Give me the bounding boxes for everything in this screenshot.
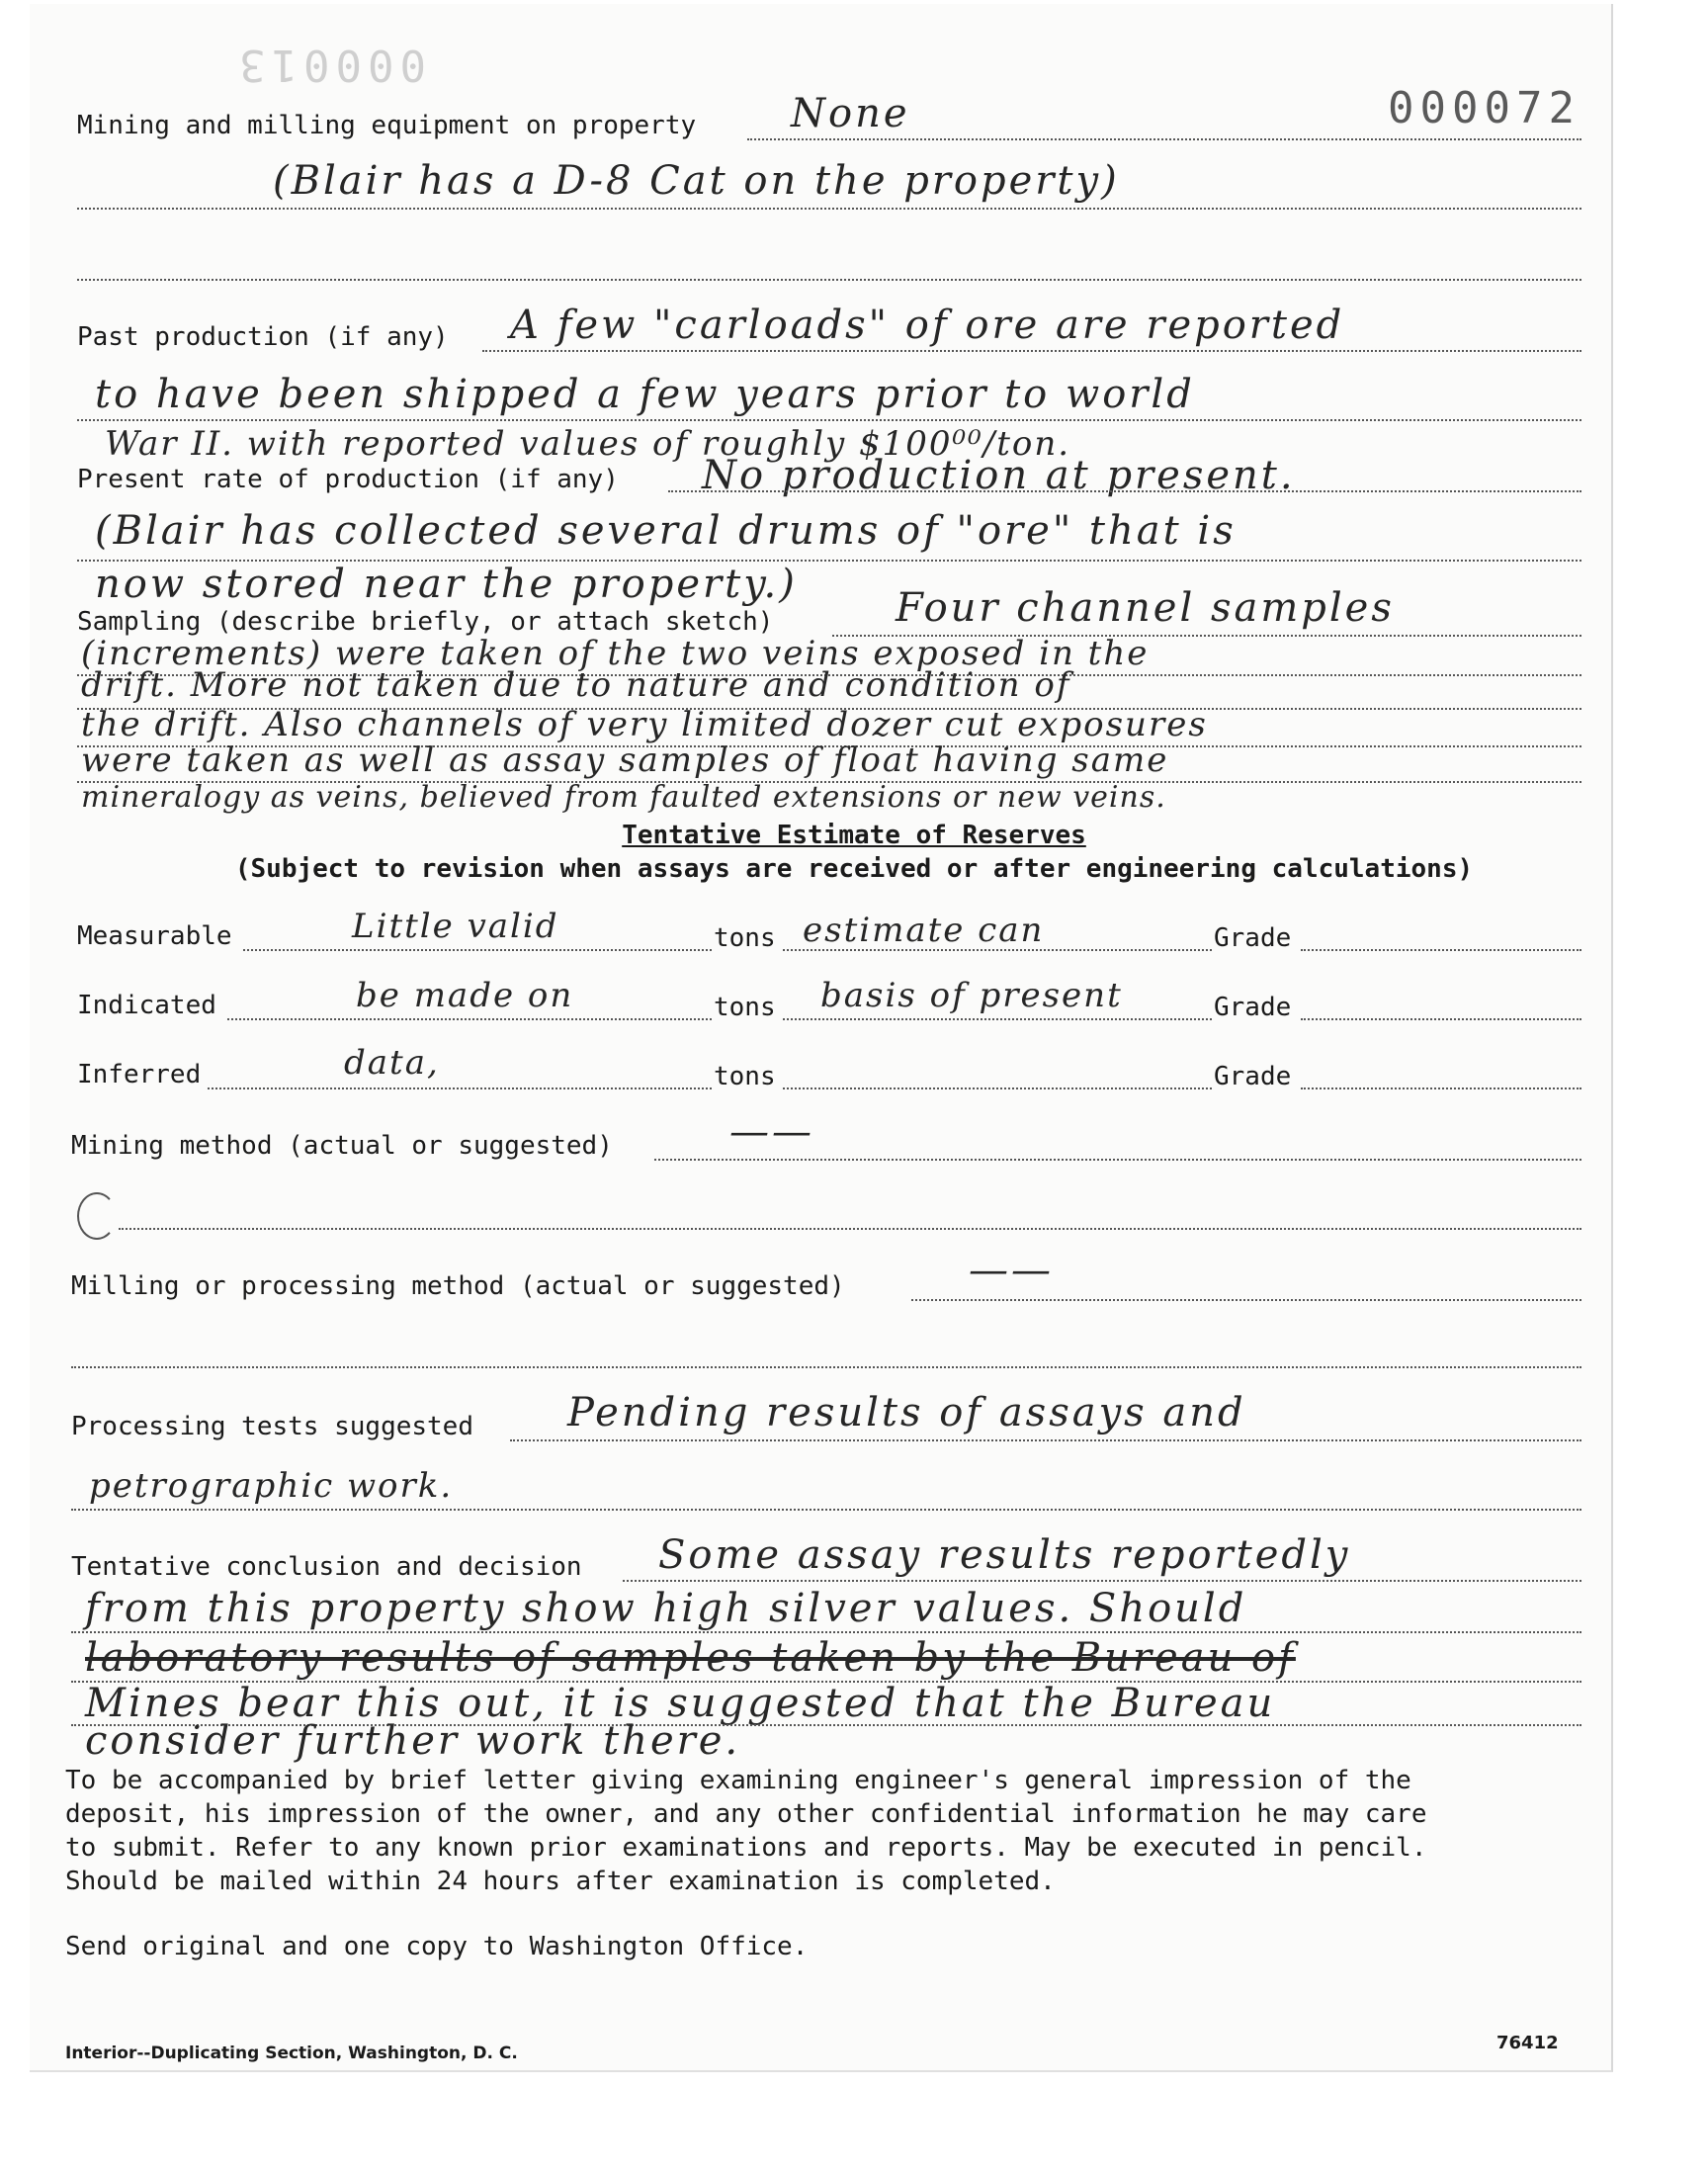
footer-form-number: 76412 [1496, 2033, 1559, 2053]
sampling-line-1: Four channel samples [896, 585, 1395, 631]
inferred-grade-label: Grade [1214, 1062, 1292, 1091]
measurable-grade-label: Grade [1214, 923, 1292, 953]
instructions-send: Send original and one copy to Washington Office. [65, 1932, 809, 1961]
conclusion-line-2: from this property show high silver values. Should [85, 1586, 1247, 1631]
milling-method-line [911, 1299, 1581, 1301]
processing-tests-line-2: petrographic work. [89, 1466, 454, 1506]
instructions-line-3: to submit. Refer to any known prior examinations and reports. May be executed in pencil. [65, 1833, 1427, 1863]
present-rate-line-2: (Blair has collected several drums of "ore" that is [95, 508, 1237, 554]
past-production-line-1: A few "carloads" of ore are reported [510, 303, 1345, 348]
past-production-line-3: War II. with reported values of roughly $100⁰⁰/ton. [105, 424, 1071, 464]
present-rate-line [668, 490, 1581, 492]
measurable-hw-1: Little valid [352, 907, 559, 946]
present-rate-line-1: No production at present. [702, 453, 1296, 498]
milling-method-value: —— [969, 1248, 1054, 1293]
conclusion-label: Tentative conclusion and decision [71, 1552, 582, 1582]
faint-stamp-number: 000013 [233, 40, 426, 90]
equipment-line-2 [77, 208, 1581, 210]
past-production-line-2: to have been shipped a few years prior to world [95, 372, 1195, 417]
footer-printer: Interior--Duplicating Section, Washington, D. C. [65, 2044, 518, 2063]
measurable-line-3 [1301, 949, 1581, 951]
past-production-line [482, 350, 1581, 352]
milling-method-label: Milling or processing method (actual or suggested) [71, 1271, 845, 1301]
processing-tests-line-2b [71, 1509, 1581, 1511]
mining-method-label: Mining method (actual or suggested) [71, 1131, 613, 1161]
processing-tests-line [510, 1439, 1581, 1441]
indicated-line-1 [227, 1018, 712, 1020]
punch-hole-mark [77, 1192, 117, 1240]
sampling-line-3: drift. More not taken due to nature and condition of [81, 665, 1071, 705]
indicated-label: Indicated [77, 991, 216, 1020]
present-rate-line-3: now stored near the property.) [95, 562, 798, 607]
instructions-line-1: To be accompanied by brief letter giving examining engineer's general impression of the [65, 1766, 1411, 1795]
conclusion-line-b [71, 1631, 1581, 1633]
measurable-hw-2: estimate can [803, 911, 1045, 950]
equipment-note: (Blair has a D-8 Cat on the property) [273, 158, 1120, 204]
measurable-line-1 [243, 949, 712, 951]
sampling-line-4: the drift. Also channels of very limited dozer cut exposures [81, 705, 1208, 744]
document-number-stamp: 000072 [1388, 83, 1580, 133]
reserves-heading: Tentative Estimate of Reserves [622, 821, 1086, 850]
equipment-value: None [791, 91, 910, 136]
processing-tests-label: Processing tests suggested [71, 1412, 473, 1441]
instructions-line-2: deposit, his impression of the owner, and any other confidential information he may care [65, 1799, 1427, 1829]
inferred-hw-1: data, [344, 1043, 440, 1083]
sampling-line-2: (increments) were taken of the two veins exposed in the [81, 634, 1150, 673]
indicated-hw-2: basis of present [820, 976, 1123, 1015]
indicated-line-3 [1301, 1018, 1581, 1020]
measurable-label: Measurable [77, 921, 232, 951]
indicated-tons-label: tons [714, 993, 776, 1022]
equipment-label: Mining and milling equipment on property [77, 111, 697, 140]
inferred-line-2 [783, 1088, 1212, 1089]
sampling-label: Sampling (describe briefly, or attach sketch) [77, 607, 774, 637]
mining-method-line-2 [119, 1228, 1581, 1230]
sampling-line-5: were taken as well as assay samples of float having same [81, 740, 1169, 780]
conclusion-line-1: Some assay results reportedly [658, 1532, 1351, 1578]
conclusion-line-4: Mines bear this out, it is suggested that the Bureau [85, 1681, 1276, 1726]
indicated-grade-label: Grade [1214, 993, 1292, 1022]
inferred-label: Inferred [77, 1060, 202, 1089]
milling-method-line-2 [71, 1366, 1581, 1368]
past-production-label: Past production (if any) [77, 322, 449, 352]
mining-method-value: —— [729, 1109, 814, 1155]
equipment-line-3 [77, 279, 1581, 281]
mining-method-line [654, 1159, 1581, 1161]
equipment-line [747, 138, 1581, 140]
conclusion-line-5: consider further work there. [85, 1718, 741, 1764]
inferred-tons-label: tons [714, 1062, 776, 1091]
indicated-hw-1: be made on [356, 976, 574, 1015]
reserves-subheading: (Subject to revision when assays are received or after engineering calculations) [234, 854, 1474, 884]
conclusion-line-3: laboratory results of samples taken by the Bureau of [85, 1635, 1296, 1681]
indicated-line-2 [783, 1018, 1212, 1020]
present-rate-label: Present rate of production (if any) [77, 465, 619, 494]
conclusion-line [623, 1580, 1581, 1582]
instructions-line-4: Should be mailed within 24 hours after examination is completed. [65, 1867, 1056, 1896]
inferred-line-1 [208, 1088, 712, 1089]
sampling-line-6: mineralogy as veins, believed from faulted extensions or new veins. [81, 780, 1166, 815]
inferred-line-3 [1301, 1088, 1581, 1089]
measurable-tons-label: tons [714, 923, 776, 953]
processing-tests-line-1: Pending results of assays and [567, 1390, 1246, 1436]
